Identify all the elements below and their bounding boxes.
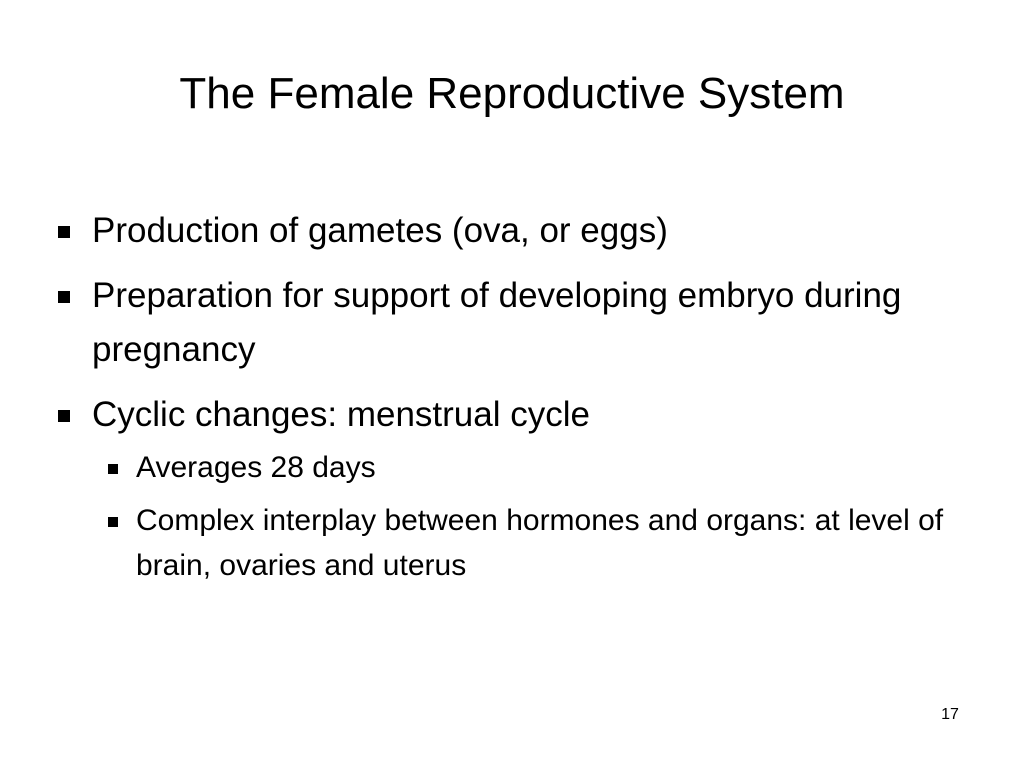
bullet-item xyxy=(54,388,954,442)
bullet-item xyxy=(54,269,954,377)
square-bullet-icon xyxy=(58,410,70,422)
square-bullet-icon xyxy=(108,517,118,527)
square-bullet-icon xyxy=(108,464,118,474)
bullet-item xyxy=(54,204,954,258)
sub-bullet-text: Complex interplay between hormones and organs: at level of brain, ovaries and uterus xyxy=(136,504,944,582)
sub-bullet-item xyxy=(54,445,954,490)
bullet-text: Cyclic changes: menstrual cycle xyxy=(92,395,590,434)
square-bullet-icon xyxy=(58,291,70,303)
slide-title: The Female Reproductive System xyxy=(179,69,845,118)
bullet-text: Production of gametes (ova, or eggs) xyxy=(92,211,668,250)
slide-body xyxy=(54,204,954,588)
bullet-text: Preparation for support of developing embryo during pregnancy xyxy=(92,276,902,369)
page-number: 17 xyxy=(941,706,959,723)
square-bullet-icon xyxy=(58,226,70,238)
sub-bullet-item xyxy=(54,498,954,588)
sub-bullet-text: Averages 28 days xyxy=(136,451,376,484)
